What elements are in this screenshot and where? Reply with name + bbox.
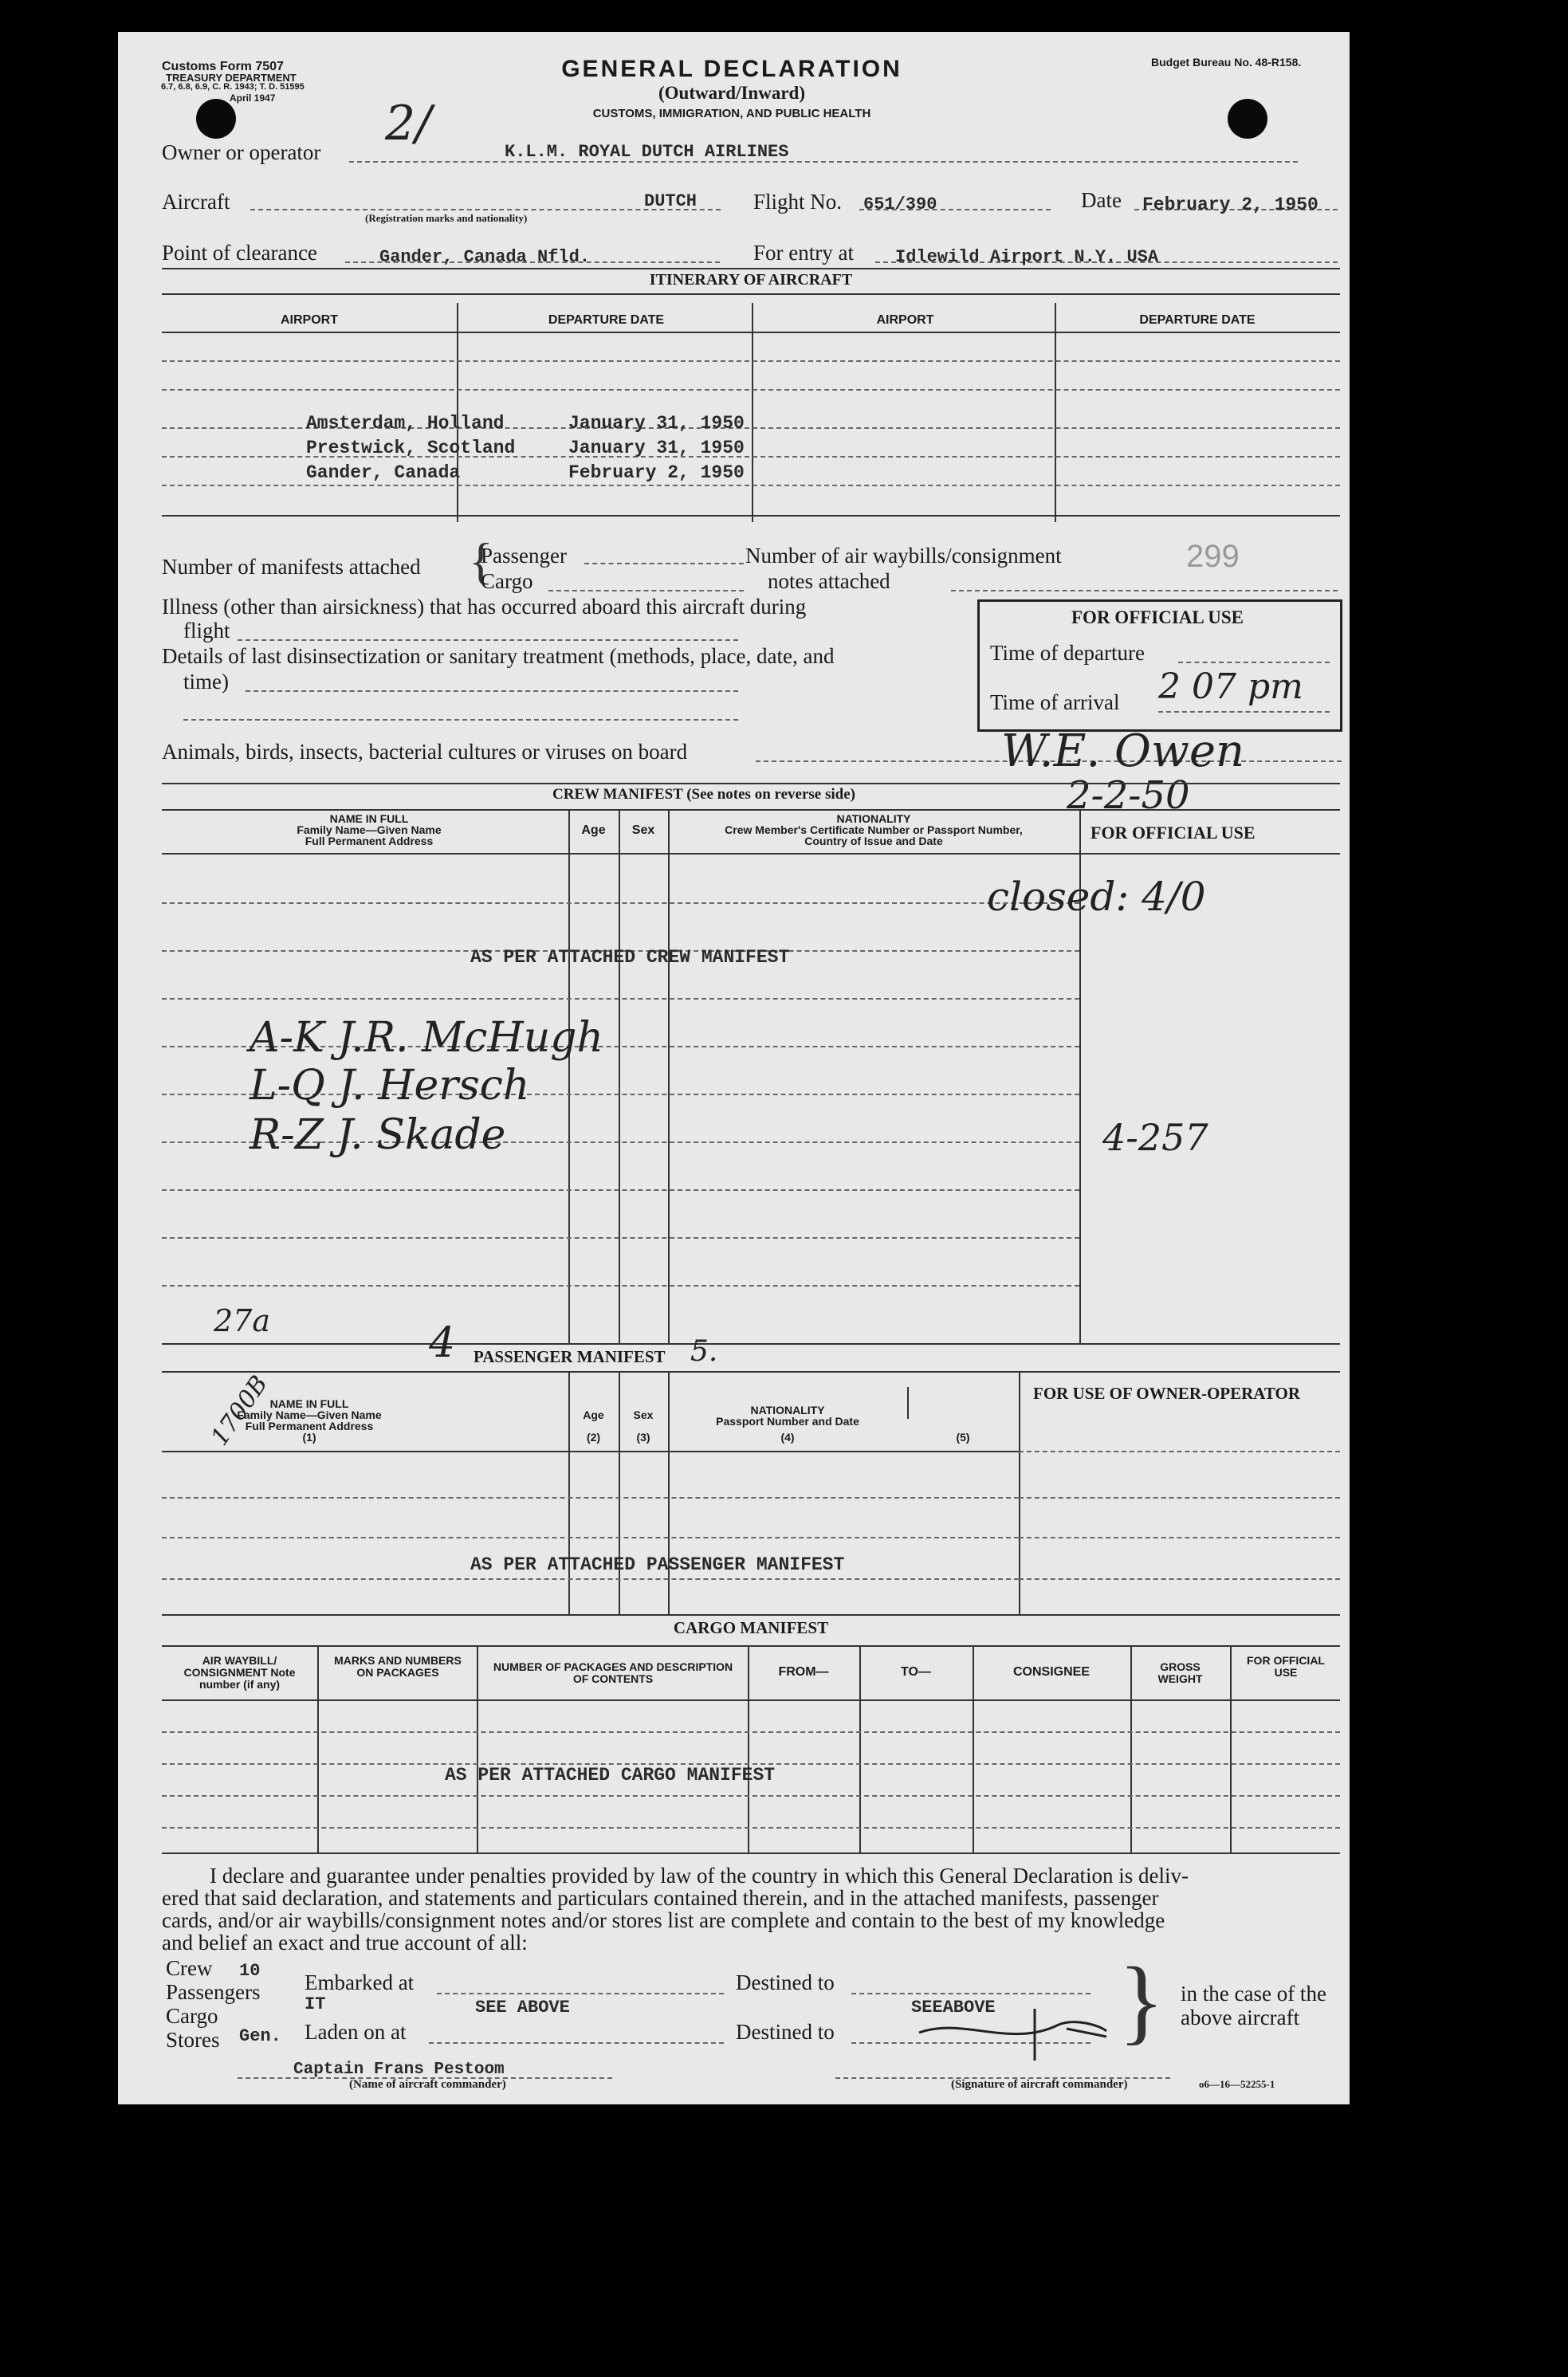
crew-count-hand: 4-257 [1102, 1116, 1208, 1159]
itinerary-airport: Prestwick, Scotland [306, 438, 516, 458]
declaration-text: I declare and guarantee under penalties provided by law of the country in which this General Declaration is deliv- [210, 1864, 1189, 1888]
cargo-title: CARGO MANIFEST [673, 1618, 829, 1637]
cargo-col-marks: MARKS AND NUMBERS ON PACKAGES [334, 1654, 462, 1679]
crew-title [552, 786, 855, 803]
entry-label: For entry at [753, 241, 854, 265]
margin-hand: 27a [214, 1303, 271, 1338]
cargo-col-waybill: AIR WAYBILL/ CONSIGNMENT Note number (if any) [183, 1654, 296, 1691]
brace-glyph: } [1118, 1947, 1165, 2053]
declaration-form [118, 32, 1350, 2104]
itinerary-date: February 2, 1950 [568, 462, 745, 483]
date-label: Date [1081, 188, 1122, 212]
time-arrival-label: Time of arrival [990, 690, 1120, 714]
illness-question-cont: flight [183, 619, 230, 642]
passenger-title: PASSENGER MANIFEST [474, 1347, 666, 1366]
form-title: GENERAL DECLARATION [561, 56, 902, 82]
declaration-text: cards, and/or air waybills/consignment notes and/or stores list are complete and contain to the best of my knowledge [162, 1908, 1165, 1932]
arrival-time-hand: 2 07 pm [1158, 666, 1303, 707]
disinsection-question-cont: time) [183, 670, 229, 693]
cargo-col-to: TO— [901, 1665, 931, 1679]
embarked-label: Embarked at [305, 1970, 415, 1994]
declaration-text: and belief an exact and true account of all: [162, 1931, 528, 1955]
commander-name-label: (Name of aircraft commander) [349, 2078, 506, 2091]
see-above: SEE ABOVE [475, 1998, 570, 2018]
itinerary-col-date: DEPARTURE DATE [548, 313, 665, 327]
crew-col-name: NAME IN FULL [329, 812, 409, 825]
in-case-label: in the case of the [1181, 1982, 1326, 2006]
form-agencies: CUSTOMS, IMMIGRATION, AND PUBLIC HEALTH [592, 107, 871, 120]
itinerary-date: January 31, 1950 [568, 438, 745, 458]
owner-label: Owner or operator [162, 140, 321, 164]
cargo-col-packages: NUMBER OF PACKAGES AND DESCRIPTION OF CONTENTS [493, 1660, 733, 1685]
decl-crew-label: Crew [166, 1956, 213, 1980]
crew-col-nationality3: Country of Issue and Date [804, 835, 943, 847]
revision-date: April 1947 [230, 92, 276, 104]
passenger-col-num: (1) [302, 1431, 316, 1444]
crew-col-name2: Family Name—Given Name [297, 823, 442, 836]
commander-signature [915, 2001, 1122, 2065]
passenger-col-name2: Family Name—Given Name [237, 1409, 382, 1421]
hand-mark: 2/ [385, 96, 432, 151]
decl-typed-cargo: IT [305, 1994, 326, 2014]
official-signature: W.E. Owen [1001, 725, 1245, 777]
crew-col-name3: Full Permanent Address [305, 835, 434, 847]
crew-hand-line: R-Z J. Skade [250, 1111, 506, 1159]
animals-question: Animals, birds, insects, bacterial cultures or viruses on board [162, 740, 688, 764]
aircraft-label: Aircraft [162, 190, 230, 214]
passenger-col-age: Age [583, 1409, 604, 1421]
manifests-label: Number of manifests attached [162, 555, 421, 579]
passenger-col-nationality: NATIONALITY [750, 1404, 825, 1416]
crew-title-note: (See notes on reverse side) [686, 786, 855, 803]
itinerary-airport: Gander, Canada [306, 462, 461, 483]
illness-question: Illness (other than airsickness) that has occurred aboard this aircraft during [162, 595, 807, 619]
owner-value: K.L.M. ROYAL DUTCH AIRLINES [505, 142, 789, 162]
department: TREASURY DEPARTMENT [166, 72, 297, 84]
itinerary-title: ITINERARY OF AIRCRAFT [649, 271, 853, 289]
clearance-value: Gander, Canada Nfld. [379, 247, 591, 267]
aircraft-note: (Registration marks and nationality) [365, 212, 528, 224]
decl-typed-crew: 10 [239, 1961, 261, 1981]
passenger-count-hand: 4 [429, 1319, 456, 1367]
commander-name: Captain Frans Pestoom [293, 2061, 505, 2079]
punch-hole [196, 99, 236, 139]
cargo-col-official: FOR OFFICIAL USE [1247, 1654, 1325, 1679]
itinerary-col-airport: AIRPORT [876, 313, 934, 327]
laden-label: Laden on at [305, 2020, 407, 2044]
above-aircraft-label: above aircraft [1181, 2006, 1300, 2029]
passenger-col-name: NAME IN FULL [269, 1397, 349, 1410]
passenger-col-num: (2) [586, 1431, 601, 1444]
passenger-col-sex: Sex [633, 1409, 654, 1421]
crew-col-nationality2: Crew Member's Certificate Number or Passport Number, [725, 823, 1023, 836]
aircraft-value: DUTCH [644, 191, 698, 211]
decl-passengers-label: Passengers [166, 1980, 261, 2004]
budget-number: Budget Bureau No. 48-R158. [1151, 56, 1302, 69]
decl-typed-stores: Gen. [239, 2026, 281, 2046]
cargo-attached: AS PER ATTACHED CARGO MANIFEST [445, 1765, 776, 1786]
crew-hand-line: L-Q J. Hersch [250, 1062, 530, 1110]
crew-col-nationality: NATIONALITY [836, 812, 911, 825]
manifest-passenger: Passenger [481, 544, 567, 568]
regulation-ref: 6.7, 6.8, 6.9, C. R. 1943; T. D. 51595 [161, 82, 305, 92]
cargo-col-weight: GROSS WEIGHT [1157, 1660, 1203, 1685]
official-use-title: FOR OFFICIAL USE [1071, 607, 1244, 627]
margin-hand2: 1700B [206, 1370, 274, 1452]
disinsection-question: Details of last disinsectization or sanitary treatment (methods, place, date, and [162, 644, 835, 668]
destined-label: Destined to [736, 2020, 835, 2044]
crew-closed-hand: closed: 4/0 [987, 874, 1206, 920]
form-number: Customs Form 7507 [162, 60, 284, 73]
punch-hole [1228, 99, 1267, 139]
owner-operator-use: FOR USE OF OWNER-OPERATOR [1033, 1384, 1301, 1403]
passenger-attached: AS PER ATTACHED PASSENGER MANIFEST [470, 1554, 845, 1575]
decl-cargo-label: Cargo [166, 2004, 218, 2028]
clearance-label: Point of clearance [162, 241, 317, 265]
waybills-label2: notes attached [768, 569, 890, 593]
crew-hand-line: A-K J.R. McHugh [250, 1014, 604, 1062]
brace-glyph: { [469, 532, 493, 589]
date-value: February 2, 1950 [1142, 194, 1318, 215]
passenger-col-num: (4) [780, 1431, 795, 1444]
see-above-2: SEEABOVE [911, 1998, 996, 2018]
crew-official-use: FOR OFFICIAL USE [1091, 823, 1256, 843]
itinerary-airport: Amsterdam, Holland [306, 413, 505, 434]
manifest-cargo: Cargo [481, 569, 533, 593]
waybills-label: Number of air waybills/consignment [745, 544, 1062, 568]
itinerary-col-date: DEPARTURE DATE [1139, 313, 1256, 327]
declaration-text: ered that said declaration, and statements and particulars contained therein, and in the attached manifests, passenger [162, 1886, 1159, 1910]
cargo-col-from: FROM— [778, 1665, 829, 1679]
crew-attached: AS PER ATTACHED CREW MANIFEST [470, 947, 790, 968]
form-subtitle: (Outward/Inward) [658, 83, 805, 103]
passenger-col-num: (5) [956, 1431, 970, 1444]
time-departure-label: Time of departure [990, 641, 1145, 665]
crew-title-text: CREW MANIFEST [552, 786, 683, 803]
crew-col-age: Age [581, 823, 606, 837]
decl-stores-label: Stores [166, 2028, 220, 2052]
itinerary-date: January 31, 1950 [568, 413, 745, 434]
passenger-col-nationality2: Passport Number and Date [716, 1415, 859, 1428]
print-code: o6—16—52255-1 [1199, 2078, 1275, 2090]
passenger-col-num: (3) [636, 1431, 650, 1444]
flight-label: Flight No. [753, 190, 843, 214]
cargo-col-consignee: CONSIGNEE [1012, 1665, 1090, 1679]
destined-label: Destined to [736, 1970, 835, 1994]
crew-col-sex: Sex [631, 823, 655, 837]
itinerary-col-airport: AIRPORT [281, 313, 338, 327]
flight-value: 651/390 [863, 194, 937, 214]
official-date: 2-2-50 [1067, 773, 1190, 818]
passenger-col-name3: Full Permanent Address [245, 1420, 374, 1432]
signature-label: (Signature of aircraft commander) [951, 2078, 1128, 2091]
passenger-count-hand2: 5. [690, 1335, 718, 1368]
stamp-number: 299 [1186, 539, 1240, 574]
entry-value: Idlewild Airport N.Y. USA [895, 247, 1159, 267]
